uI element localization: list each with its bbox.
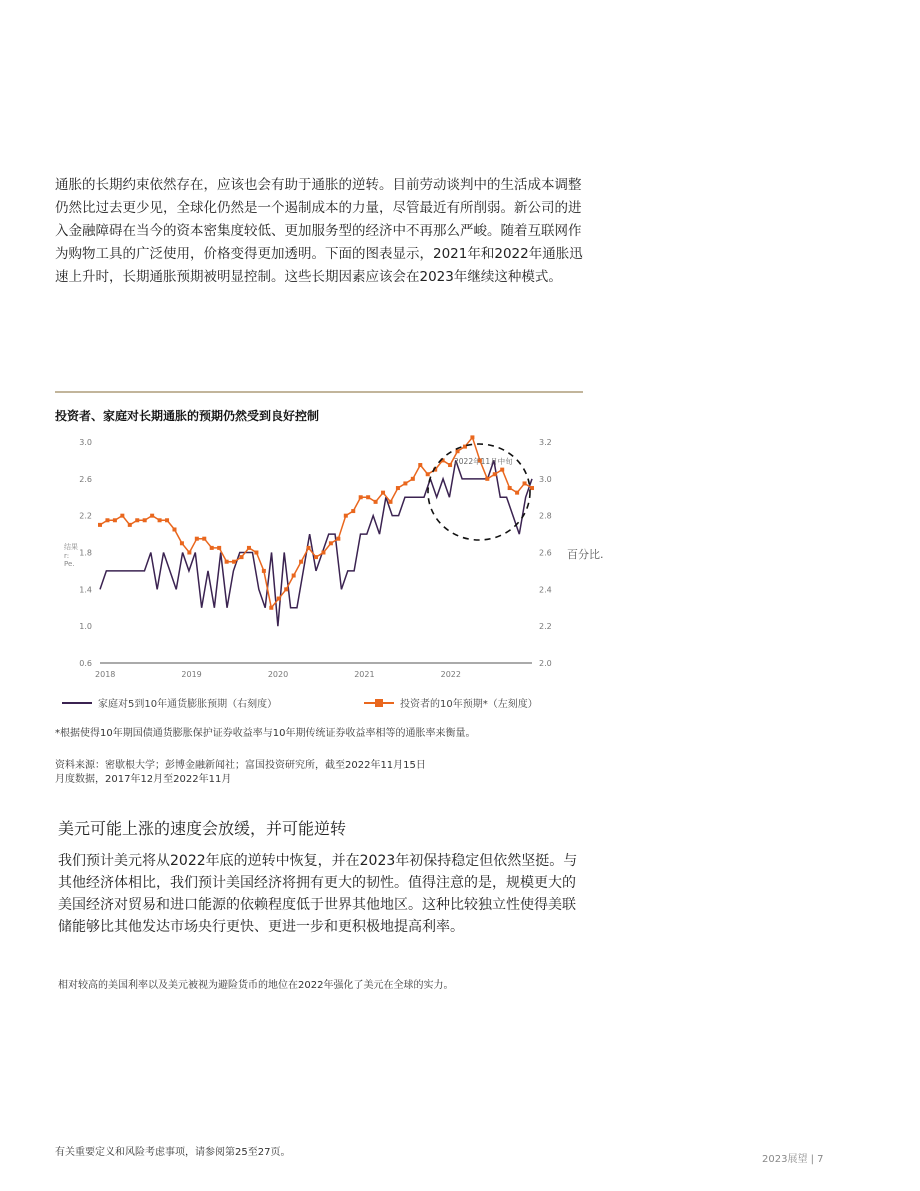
axis-fragment: 结果 r: Pe.	[64, 543, 78, 568]
investor-point	[247, 546, 251, 550]
right-tick-label: 2.2	[539, 622, 552, 632]
investor-point	[284, 587, 288, 591]
chart-footnote: *根据使得10年期国债通货膨胀保护证券收益率与10年期传统证券收益率相等的通胀率来衡量。	[55, 728, 476, 739]
investor-point	[366, 495, 370, 499]
footer-disclaimer: 有关重要定义和风险考虑事项，请参阅第25至27页。	[55, 1147, 291, 1158]
investor-point	[307, 546, 311, 550]
investor-point	[321, 551, 325, 555]
investor-point	[113, 518, 117, 522]
chart-legend	[62, 695, 582, 713]
chart-source	[55, 759, 426, 787]
legend-household-swatch	[62, 702, 92, 704]
source-line-2: 月度数据，2017年12月至2022年11月	[55, 774, 232, 785]
page-number: 2023展望 | 7	[762, 1154, 824, 1165]
x-tick-label: 2022	[440, 670, 461, 679]
investor-point	[180, 541, 184, 545]
investor-point	[329, 541, 333, 545]
left-tick-label: 2.6	[79, 474, 92, 484]
left-axis-ticks	[79, 438, 92, 668]
investor-point	[515, 491, 519, 495]
investor-point	[187, 551, 191, 555]
legend-investor-label: 投资者的10年预期*（左刻度）	[400, 699, 538, 710]
investor-point	[359, 495, 363, 499]
investor-point	[396, 486, 400, 490]
investor-point	[403, 481, 407, 485]
section-body: 我们预计美元将从2022年底的逆转中恢复，并在2023年初保持稳定但依然坚挺。与其他经济体相比，我们预计美国经济将拥有更大的韧性。值得注意的是，规模更大的美国经济对贸易和进口能源的依赖程度低于世界其他地区。这种比较独立性使得美联储能够比其他发达市场央行更快、更进一步和更积极地提高利率。	[58, 853, 578, 935]
right-axis-ticks	[539, 438, 552, 668]
left-tick-label: 1.0	[79, 622, 92, 632]
chart-annotation: 2022年11月中旬	[454, 457, 513, 466]
investor-point	[217, 546, 221, 550]
investor-point	[269, 606, 273, 610]
investor-point	[128, 523, 132, 527]
intro-paragraph: 通胀的长期约束依然存在，应该也会有助于通胀的逆转。目前劳动谈判中的生活成本调整仍然比过去更少见，全球化仍然是一个遏制成本的力量，尽管最近有所削弱。新公司的进入金融障碍在当今的资本密集度较低、更加服务型的经济中不再那么严峻。随着互联网作为购物工具的广泛使用，价格变得更加透明。下面的图表显示，2021年和2022年通胀迅速上升时，长期通胀预期被明显控制。这些长期因素应该会在2023年继续这种模式。	[55, 177, 583, 285]
investor-point	[150, 514, 154, 518]
investor-point	[254, 551, 258, 555]
investor-point	[508, 486, 512, 490]
x-tick-label: 2020	[267, 670, 289, 679]
investor-point	[98, 523, 102, 527]
investor-point	[158, 518, 162, 522]
investor-point	[202, 537, 206, 541]
investor-point	[388, 500, 392, 504]
investor-point	[165, 518, 169, 522]
investor-point	[195, 537, 199, 541]
legend-investor-swatch	[364, 702, 394, 704]
investor-point	[493, 472, 497, 476]
investor-point	[292, 574, 296, 578]
left-tick-label: 2.2	[79, 511, 92, 521]
investor-point	[426, 472, 430, 476]
investor-point	[470, 435, 474, 439]
investor-point	[172, 527, 176, 531]
household-line	[100, 460, 532, 626]
chart-title: 投资者、家庭对长期通胀的预期仍然受到良好控制	[55, 409, 320, 423]
investor-point	[240, 555, 244, 559]
investor-point	[448, 463, 452, 467]
x-tick-label: 2018	[95, 670, 116, 679]
left-tick-label: 0.6	[79, 659, 92, 668]
investor-point	[299, 560, 303, 564]
investor-point	[277, 597, 281, 601]
x-tick-label: 2019	[181, 670, 202, 679]
left-tick-label: 1.4	[79, 585, 92, 595]
right-tick-label: 3.2	[539, 438, 552, 447]
investor-point	[105, 518, 109, 522]
section-title: 美元可能上涨的速度会放缓，并可能逆转	[58, 819, 347, 838]
investor-point	[135, 518, 139, 522]
x-axis-ticks	[95, 670, 461, 679]
investor-point	[143, 518, 147, 522]
left-tick-label: 3.0	[79, 438, 92, 447]
section-divider	[55, 391, 583, 393]
left-tick-label: 1.8	[79, 548, 92, 558]
right-tick-label: 2.0	[539, 659, 552, 668]
investor-point	[336, 537, 340, 541]
inflation-expectations-chart	[0, 430, 600, 692]
investor-point	[225, 560, 229, 564]
investor-point	[523, 481, 527, 485]
right-tick-label: 3.0	[539, 474, 552, 484]
right-tick-label: 2.8	[539, 511, 552, 521]
units-label: 百分比.	[567, 548, 604, 561]
investor-point	[351, 509, 355, 513]
x-tick-label: 2021	[354, 670, 375, 679]
household-series	[100, 460, 532, 626]
investor-point	[262, 569, 266, 573]
legend-household	[62, 695, 277, 710]
legend-investor	[364, 695, 538, 710]
investor-point	[314, 555, 318, 559]
source-line-1: 资料来源：密歇根大学；彭博金融新闻社；富国投资研究所，截至2022年11月15日	[55, 760, 426, 771]
investor-point	[210, 546, 214, 550]
highlight-text: 相对较高的美国利率以及美元被视为避险货币的地位在2022年强化了美元在全球的实力。	[58, 980, 454, 991]
investor-point	[418, 463, 422, 467]
investor-point	[381, 491, 385, 495]
investor-point	[485, 477, 489, 481]
legend-household-label: 家庭对5到10年通货膨胀预期（右刻度）	[98, 699, 278, 710]
investor-point	[411, 477, 415, 481]
investor-point	[374, 500, 378, 504]
right-tick-label: 2.4	[539, 585, 552, 595]
investor-point	[344, 514, 348, 518]
investor-point	[120, 514, 124, 518]
right-tick-label: 2.6	[539, 548, 552, 558]
investor-point	[232, 560, 236, 564]
investor-point	[500, 468, 504, 472]
